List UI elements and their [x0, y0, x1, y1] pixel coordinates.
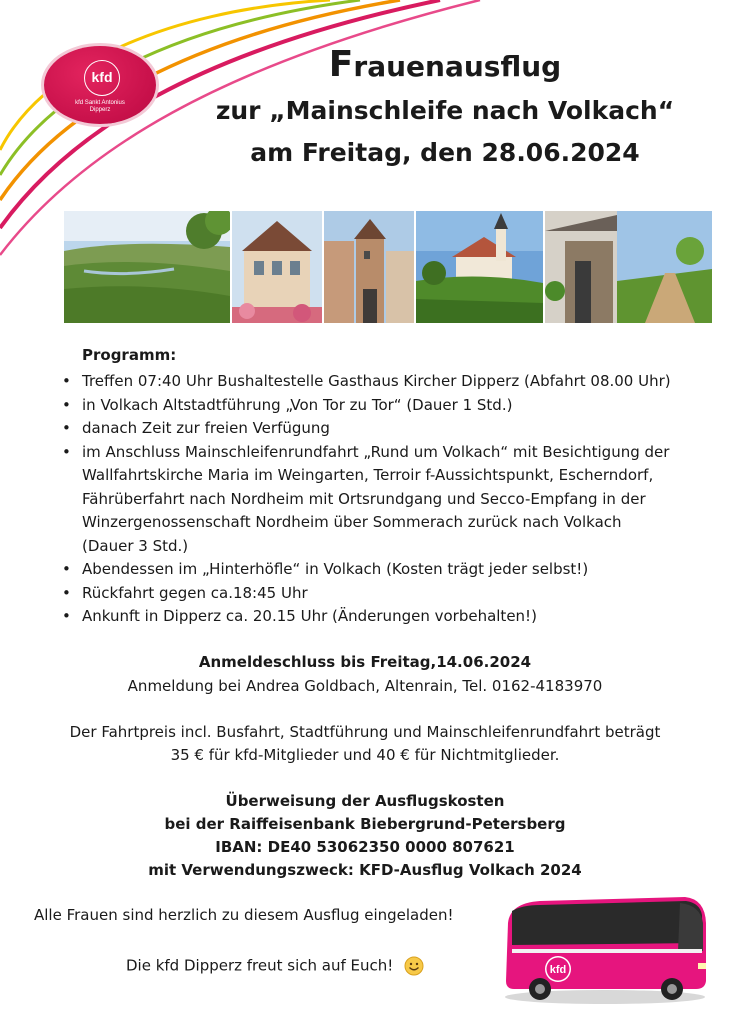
program-list	[60, 370, 710, 629]
transfer-reference: mit Verwendungszweck: KFD-Ausflug Volkach 2024	[148, 861, 582, 879]
page-title	[180, 44, 710, 85]
program-item-line: • Abendessen im „Hinterhöfle“ in Volkach (Kosten trägt jeder selbst!)	[82, 560, 589, 578]
smiley-icon	[404, 956, 424, 976]
kfd-logo-mark: kfd	[84, 60, 120, 96]
program-item-line: Fährüberfahrt nach Nordheim mit Ortsrundgang und Secco-Empfang in der	[82, 489, 646, 508]
program-item	[60, 394, 710, 418]
transfer-bank: bei der Raiffeisenbank Biebergrund-Petersberg	[164, 815, 566, 833]
photo-vineyard-landscape	[64, 211, 230, 323]
price-line-1: Der Fahrtpreis incl. Busfahrt, Stadtführung und Mainschleifenrundfahrt beträgt	[69, 723, 661, 741]
program-item	[60, 417, 710, 441]
transfer-iban: IBAN: DE40 53062350 0000 807621	[215, 838, 515, 856]
kfd-logo-line2: Dipperz	[89, 107, 111, 113]
price-line-2: 35 € für kfd-Mitglieder und 40 € für Nichtmitglieder.	[170, 746, 560, 764]
title-date: am Freitag, den 28.06.2024	[250, 138, 640, 167]
transfer-heading: Überweisung der Ausflugskosten	[225, 792, 505, 810]
kfd-logo	[44, 46, 156, 124]
title-initial: F	[328, 44, 354, 85]
photo-town-hall	[232, 211, 322, 323]
program-item-line: Wallfahrtskirche Maria im Weingarten, Terroir f-Aussichtspunkt, Escherndorf,	[82, 466, 654, 484]
photo-vineyard-path	[545, 211, 712, 323]
program-item-line: • Ankunft in Dipperz ca. 20.15 Uhr (Änderungen vorbehalten!)	[82, 607, 537, 625]
program-heading: Programm:	[82, 346, 177, 364]
program-item	[60, 605, 710, 629]
program-item-line: (Dauer 3 Std.)	[82, 536, 189, 555]
program-item	[60, 441, 710, 559]
program-item	[60, 370, 710, 394]
greeting-text: Die kfd Dipperz freut sich auf Euch!	[126, 956, 394, 975]
program-item-line: • in Volkach Altstadtführung „Von Tor zu Tor“ (Dauer 1 Std.)	[82, 395, 513, 414]
program-item-line: • im Anschluss Mainschleifenrundfahrt „Rund um Volkach“ mit Besichtigung der	[82, 442, 670, 461]
registration-contact: Anmeldung bei Andrea Goldbach, Altenrain, Tel. 0162-4183970	[127, 677, 603, 695]
registration-deadline: Anmeldeschluss bis Freitag,14.06.2024	[198, 653, 532, 671]
program-item	[60, 558, 710, 582]
kfd-logo-line1: kfd Sankt Antonius	[75, 100, 125, 106]
program-item-line: • Treffen 07:40 Uhr Bushaltestelle Gasthaus Kircher Dipperz (Abfahrt 08.00 Uhr)	[82, 372, 671, 390]
photo-town-gate-tower	[324, 211, 414, 323]
program-item-line: • danach Zeit zur freien Verfügung	[82, 419, 330, 437]
title-rest: rauenausflug	[353, 50, 562, 83]
greeting-line	[126, 956, 424, 976]
title-destination: zur „Mainschleife nach Volkach“	[215, 96, 675, 125]
photo-strip	[64, 211, 712, 323]
program-item	[60, 582, 710, 606]
bus-logo-text: kfd	[549, 964, 567, 976]
program-item-line: Winzergenossenschaft Nordheim über Sommerach zurück nach Volkach	[82, 513, 622, 531]
photo-pilgrimage-church	[416, 211, 543, 323]
program-item-line: • Rückfahrt gegen ca.18:45 Uhr	[82, 583, 308, 602]
kfd-bus-icon	[500, 893, 710, 1008]
invitation-text: Alle Frauen sind herzlich zu diesem Ausflug eingeladen!	[34, 906, 454, 924]
